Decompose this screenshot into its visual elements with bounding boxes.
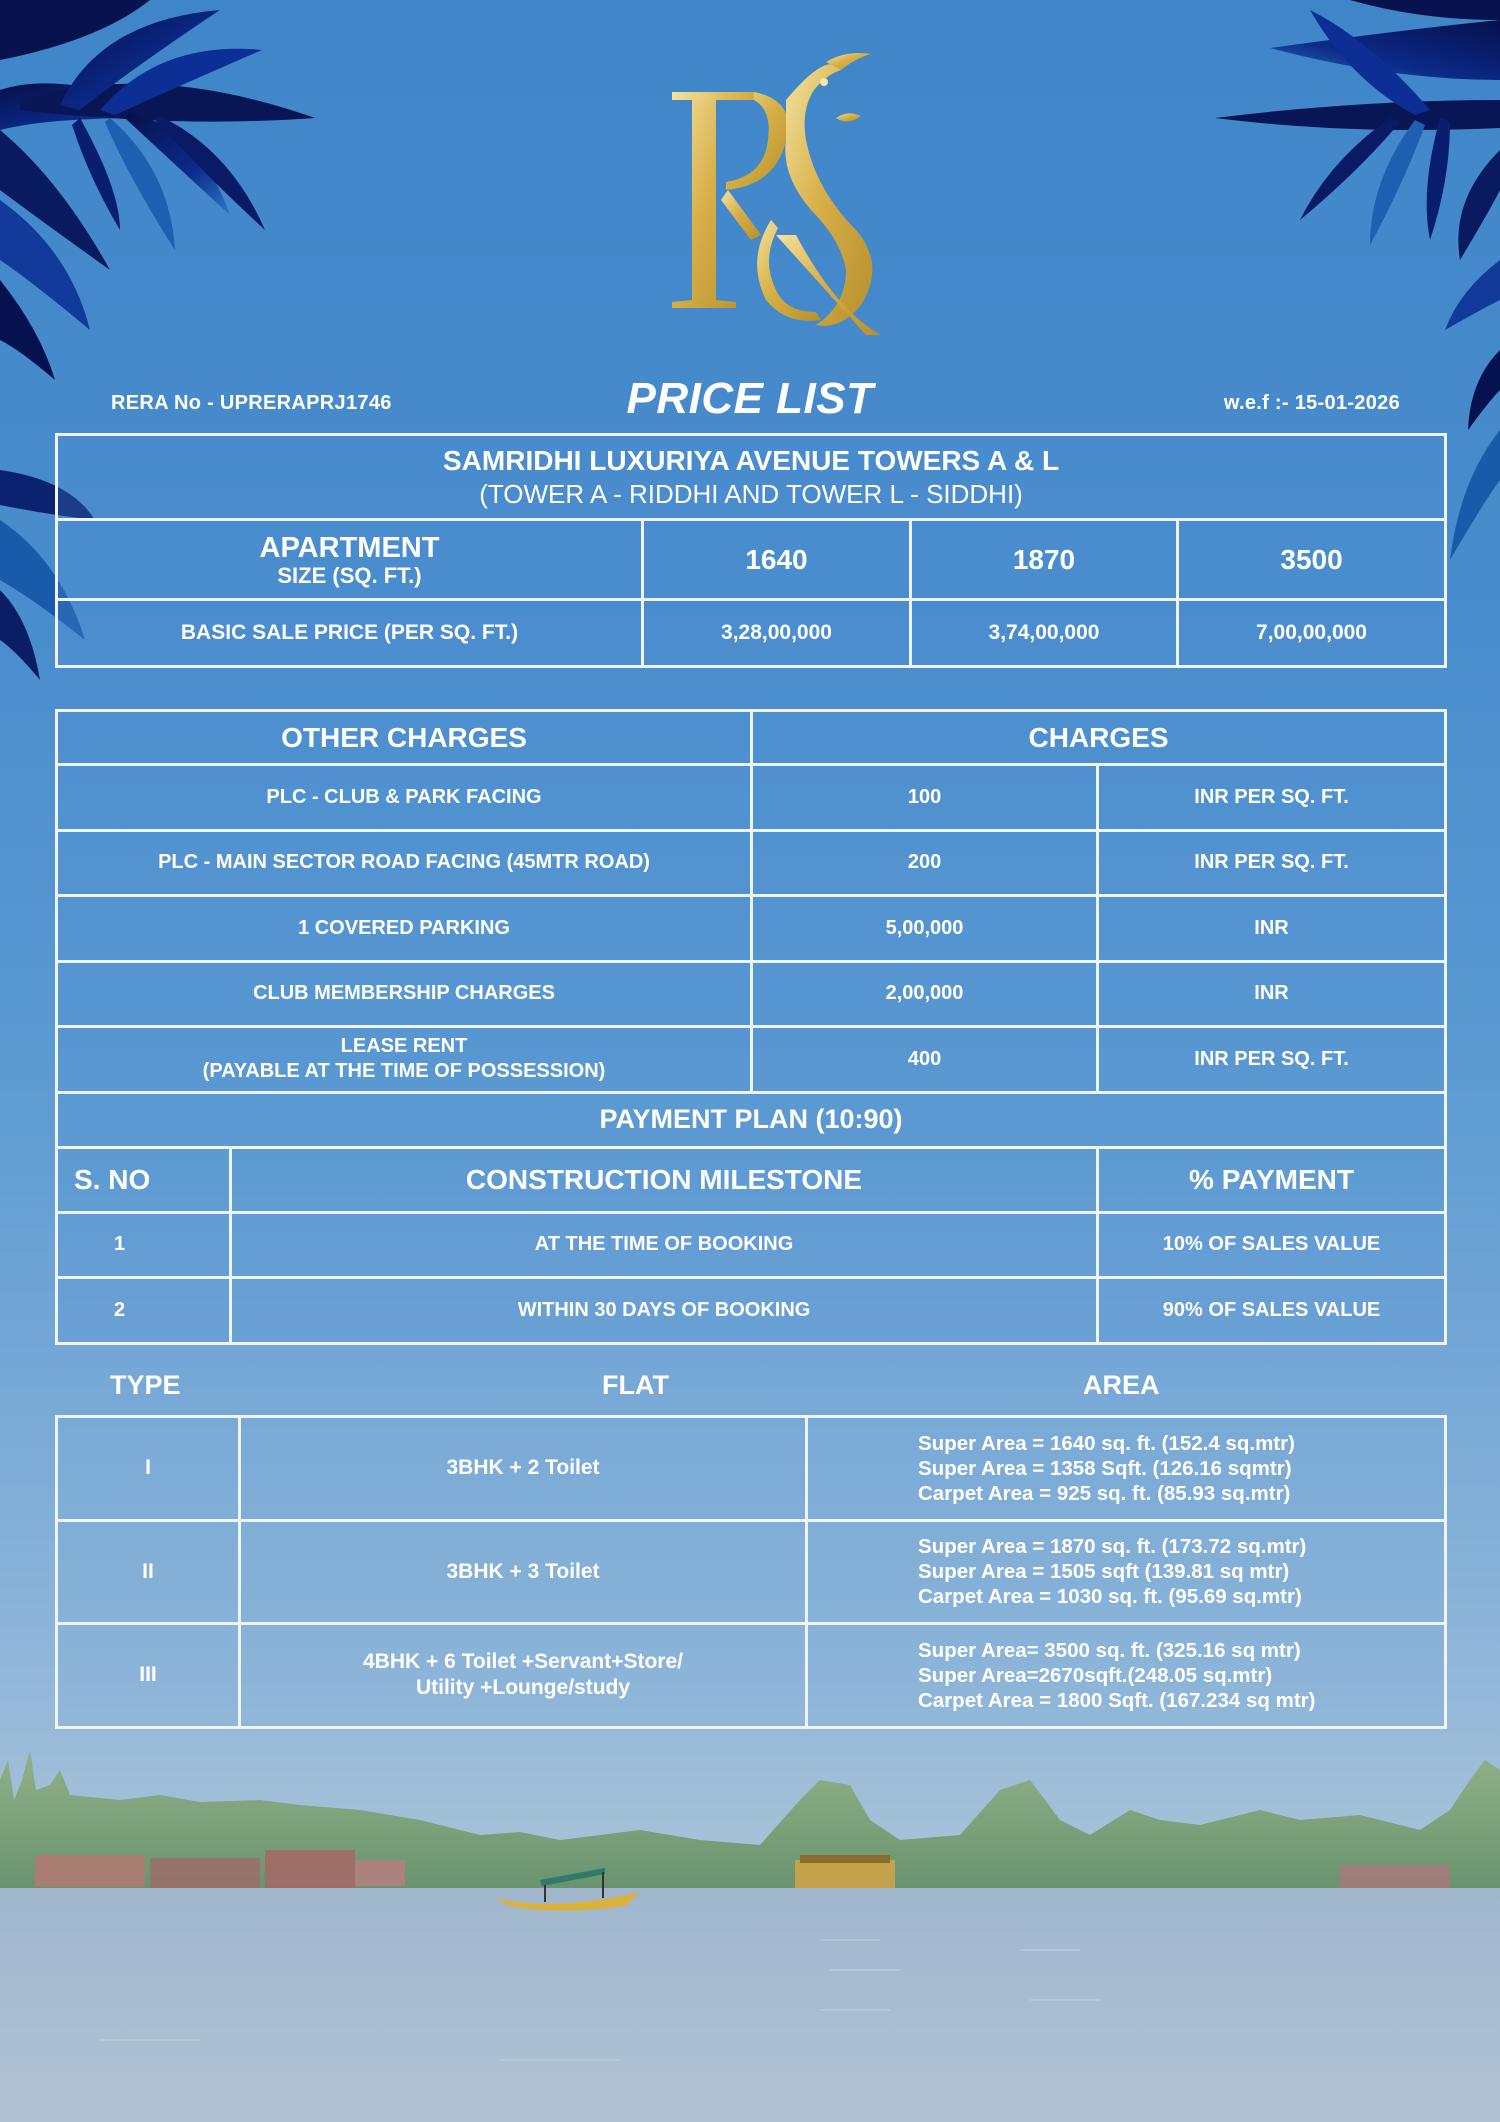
charge-value: 200 [752, 830, 1098, 896]
size-value: 3500 [1178, 520, 1446, 600]
table-row [57, 896, 1446, 962]
milestone: WITHIN 30 DAYS OF BOOKING [231, 1278, 1098, 1344]
milestone: AT THE TIME OF BOOKING [231, 1212, 1098, 1278]
flat-config: 3BHK + 2 Toilet [240, 1417, 807, 1521]
table-row [57, 765, 1446, 831]
project-subtitle: (TOWER A - RIDDHI AND TOWER L - SIDDHI) [479, 479, 1023, 509]
charge-value: 100 [752, 765, 1098, 831]
rera-number: RERA No - UPRERAPRJ1746 [111, 392, 392, 414]
charge-unit: INR [1098, 961, 1446, 1027]
charges-and-payment-table [55, 709, 1447, 1345]
page-title: PRICE LIST [626, 374, 874, 423]
table-header-row [57, 1147, 1446, 1212]
column-header-sno: S. NO [57, 1147, 231, 1212]
charge-unit: INR PER SQ. FT. [1098, 830, 1446, 896]
project-title-cell [57, 435, 1446, 520]
area-line: Carpet Area = 925 sq. ft. (85.93 sq.mtr) [918, 1481, 1291, 1505]
lake-scenery-image [0, 1740, 1500, 2122]
charge-value: 400 [752, 1027, 1098, 1093]
column-header-milestone: CONSTRUCTION MILESTONE [231, 1147, 1098, 1212]
area-line: Super Area = 1640 sq. ft. (152.4 sq.mtr) [918, 1431, 1295, 1455]
column-header-flat: FLAT [602, 1370, 669, 1400]
table-row [57, 830, 1446, 896]
area-line: Super Area=2670sqft.(248.05 sq.mtr) [918, 1663, 1273, 1687]
area-line: Carpet Area = 1800 Sqft. (167.234 sq mtr) [918, 1688, 1316, 1712]
table-row [57, 1027, 1446, 1093]
table-row [57, 1417, 1446, 1521]
flat-area [807, 1417, 1446, 1521]
charge-value: 2,00,000 [752, 961, 1098, 1027]
charge-label: 1 COVERED PARKING [57, 896, 752, 962]
table-header-row [57, 711, 1446, 765]
payment-plan-title-row [57, 1092, 1446, 1147]
charge-unit: INR PER SQ. FT. [1098, 1027, 1446, 1093]
effective-date: w.e.f :- 15-01-2026 [1223, 392, 1400, 414]
charge-label [57, 1027, 752, 1093]
area-line: Carpet Area = 1030 sq. ft. (95.69 sq.mtr) [918, 1585, 1302, 1609]
table-row [57, 600, 1446, 667]
project-title: SAMRIDHI LUXURIYA AVENUE TOWERS A & L [443, 445, 1060, 476]
price-value: 3,74,00,000 [911, 600, 1178, 667]
flat-config [240, 1624, 807, 1728]
area-line: Super Area = 1358 Sqft. (126.16 sqmtr) [918, 1456, 1292, 1480]
area-line: Super Area = 1870 sq. ft. (173.72 sq.mtr) [918, 1535, 1307, 1559]
flat-config-line: Utility +Lounge/study [415, 1676, 631, 1700]
table-row [57, 520, 1446, 600]
charge-label: CLUB MEMBERSHIP CHARGES [57, 961, 752, 1027]
serial-number: 1 [57, 1212, 231, 1278]
size-value: 1870 [911, 520, 1178, 600]
flat-type: I [57, 1417, 240, 1521]
table-row [57, 1624, 1446, 1728]
payment-plan-title: PAYMENT PLAN (10:90) [57, 1092, 1446, 1147]
lease-rent-label: LEASE RENT [340, 1035, 468, 1058]
area-line: Super Area= 3500 sq. ft. (325.16 sq mtr) [918, 1638, 1301, 1662]
flat-types-table [55, 1415, 1447, 1729]
size-value: 1640 [643, 520, 911, 600]
other-charges-header: OTHER CHARGES [57, 711, 752, 765]
table-row [57, 1212, 1446, 1278]
charge-unit: INR PER SQ. FT. [1098, 765, 1446, 831]
payment-percent: 10% OF SALES VALUE [1098, 1212, 1446, 1278]
charge-label: PLC - CLUB & PARK FACING [57, 765, 752, 831]
flat-config: 3BHK + 3 Toilet [240, 1520, 807, 1624]
apartment-size-label [57, 520, 643, 600]
table-row [57, 1520, 1446, 1624]
flat-area [807, 1520, 1446, 1624]
flat-area [807, 1624, 1446, 1728]
charge-unit: INR [1098, 896, 1446, 962]
brand-logo-icon [636, 40, 906, 340]
charge-label: PLC - MAIN SECTOR ROAD FACING (45MTR ROAD) [57, 830, 752, 896]
pricing-table [55, 433, 1447, 668]
flat-type: III [57, 1624, 240, 1728]
flat-config-line: 4BHK + 6 Toilet +Servant+Store/ [363, 1650, 683, 1674]
column-header-area: AREA [1083, 1370, 1160, 1400]
apartment-label: APARTMENT [259, 531, 440, 564]
area-line: Super Area = 1505 sqft (139.81 sq mtr) [918, 1560, 1290, 1584]
basic-sale-price-label: BASIC SALE PRICE (PER SQ. FT.) [57, 600, 643, 667]
column-header-type: TYPE [110, 1370, 181, 1400]
lease-rent-note: (PAYABLE AT THE TIME OF POSSESSION) [202, 1060, 606, 1083]
column-header-payment: % PAYMENT [1098, 1147, 1446, 1212]
table-row [57, 961, 1446, 1027]
size-label: SIZE (SQ. FT.) [277, 562, 422, 588]
price-value: 7,00,00,000 [1178, 600, 1446, 667]
flat-type: II [57, 1520, 240, 1624]
charges-header: CHARGES [752, 711, 1446, 765]
charge-value: 5,00,000 [752, 896, 1098, 962]
table-row [57, 1278, 1446, 1344]
payment-percent: 90% OF SALES VALUE [1098, 1278, 1446, 1344]
serial-number: 2 [57, 1278, 231, 1344]
price-value: 3,28,00,000 [643, 600, 911, 667]
